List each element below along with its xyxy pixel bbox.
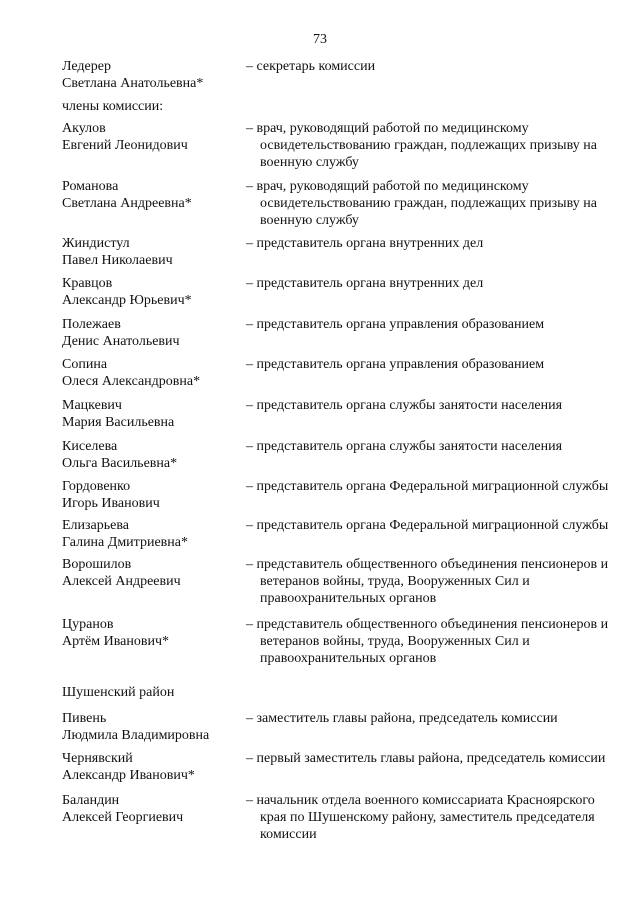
member-given-name: Евгений Леонидович (62, 138, 188, 153)
member-given-name: Олеся Александровна* (62, 374, 201, 389)
member-name (62, 275, 247, 309)
member-surname: Жиндистул (62, 236, 130, 251)
member-surname: Акулов (62, 121, 106, 136)
member-surname: Кравцов (62, 276, 113, 291)
member-surname: Гордовенко (62, 479, 131, 494)
member-given-name: Людмила Владимировна (62, 728, 210, 743)
member-name (62, 556, 247, 590)
members-heading: члены комиссии: (62, 99, 164, 114)
member-surname: Елизарьева (62, 518, 130, 533)
member-given-name: Алексей Андреевич (62, 574, 181, 589)
member-given-name: Галина Дмитриевна* (62, 535, 188, 550)
member-name (62, 356, 247, 390)
member-name (62, 58, 247, 92)
member-role: – заместитель главы района, председатель комиссии (246, 711, 558, 726)
member-name (62, 397, 247, 431)
member-name (62, 235, 247, 269)
member-name (62, 750, 247, 784)
member-role: – представитель органа службы занятости населения (246, 439, 563, 454)
member-name (62, 178, 247, 212)
member-role: – представитель органа внутренних дел (246, 276, 484, 291)
member-name (62, 792, 247, 826)
member-surname: Полежаев (62, 317, 121, 332)
member-name (62, 517, 247, 551)
member-role: – врач, руководящий работой по медицинскому освидетельствованию граждан, подлежащих призыву на военную службу (246, 121, 597, 170)
member-surname: Сопина (62, 357, 108, 372)
member-role: – секретарь комиссии (246, 59, 376, 74)
member-name (62, 710, 247, 744)
member-role: – представитель органа управления образованием (246, 357, 545, 372)
member-name (62, 316, 247, 350)
member-name (62, 478, 247, 512)
member-given-name: Светлана Андреевна* (62, 196, 192, 211)
member-role: – врач, руководящий работой по медицинскому освидетельствованию граждан, подлежащих призыву на военную службу (246, 179, 597, 228)
member-given-name: Ольга Васильевна* (62, 456, 178, 471)
member-surname: Ледерер (62, 59, 111, 74)
member-surname: Баландин (62, 793, 120, 808)
district-heading: Шушенский район (62, 685, 175, 700)
member-role: – представитель органа Федеральной миграционной службы (246, 479, 609, 494)
member-given-name: Светлана Анатольевна* (62, 76, 204, 91)
member-role: – представитель общественного объединения пенсионеров и ветеранов войны, труда, Вооруженных Сил и правоохранительных органов (246, 557, 609, 606)
member-name (62, 120, 247, 154)
member-surname: Романова (62, 179, 119, 194)
member-role: – представитель органа Федеральной миграционной службы (246, 518, 609, 533)
member-surname: Чернявский (62, 751, 133, 766)
member-given-name: Павел Николаевич (62, 253, 173, 268)
member-name (62, 438, 247, 472)
member-role: – представитель органа службы занятости населения (246, 398, 563, 413)
member-surname: Пивень (62, 711, 107, 726)
member-role: – представитель общественного объединения пенсионеров и ветеранов войны, труда, Вооруженных Сил и правоохранительных органов (246, 617, 609, 666)
member-surname: Ворошилов (62, 557, 132, 572)
member-name (62, 616, 247, 650)
member-given-name: Александр Иванович* (62, 768, 195, 783)
page-number: 73 (313, 32, 327, 47)
member-role: – представитель органа внутренних дел (246, 236, 484, 251)
member-given-name: Алексей Георгиевич (62, 810, 184, 825)
member-surname: Мацкевич (62, 398, 122, 413)
member-given-name: Мария Васильевна (62, 415, 175, 430)
member-role: – начальник отдела военного комиссариата Красноярского края по Шушенскому району, заместитель председателя комиссии (246, 793, 595, 842)
member-given-name: Игорь Иванович (62, 496, 160, 511)
member-given-name: Артём Иванович* (62, 634, 170, 649)
member-given-name: Денис Анатольевич (62, 334, 180, 349)
member-role: – представитель органа управления образованием (246, 317, 545, 332)
member-role: – первый заместитель главы района, председатель комиссии (246, 751, 606, 766)
member-surname: Киселева (62, 439, 118, 454)
member-surname: Цуранов (62, 617, 114, 632)
member-given-name: Александр Юрьевич* (62, 293, 192, 308)
